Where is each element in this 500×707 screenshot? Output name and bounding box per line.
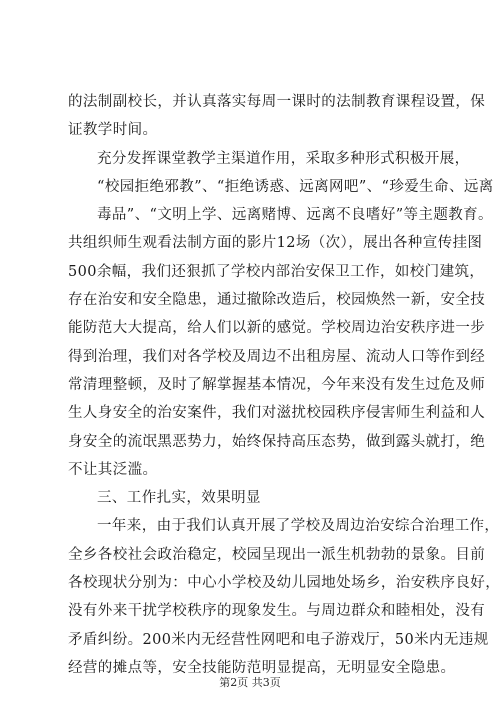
text-line: 矛盾纠纷。200米内无经营性网吧和电子游戏厅，50米内无违规 (68, 631, 489, 648)
paragraph (68, 484, 434, 512)
text-line: “校园拒绝邪教”、“拒绝诱惑、远离网吧”、“珍爱生命、远离 (97, 178, 494, 195)
body-text (68, 88, 500, 682)
text-line: 常清理整顿，及时了解掌握基本情况，今年来没有发生过危及师 (68, 376, 486, 393)
text-line: 毒品”、“文明上学、远离赌博、远离不良嗜好”等主题教育。 (97, 207, 493, 224)
text-line: 经营的摊点等，安全技能防范明显提高，无明显安全隐患。 (68, 659, 456, 676)
text-line: 没有外来干扰学校秩序的现象发生。与周边群众和睦相处，没有 (68, 603, 486, 620)
text-line: 身安全的流氓黑恶势力，始终保持高压态势，做到露头就打，绝 (68, 433, 486, 450)
text-line: 不让其泛滥。 (68, 461, 158, 478)
text-line: 500余幅，我们还狠抓了学校内部治安保卫工作，如校门建筑， (68, 263, 485, 280)
text-line: 各校现状分别为：中心小学校及幼儿园地处场乡，治安秩序良好， (68, 575, 500, 592)
text-line: 证教学时间。 (68, 122, 158, 139)
text-line: 共组织师生观看法制方面的影片12场（次），展出各种宣传挂图 (68, 235, 483, 252)
text-line: 得到治理，我们对各学校及周边不出租房屋、流动人口等作到经 (68, 348, 486, 365)
paragraph (68, 512, 500, 682)
text-line: 生人身安全的治安案件，我们对滋扰校园秩序侵害师生利益和人 (68, 405, 486, 422)
text-line: 存在治安和安全隐患，通过撤除改造后，校园焕然一新，安全技 (68, 292, 486, 309)
text-line: 的法制副校长，并认真落实每周一课时的法制教育课程设置，保 (68, 94, 486, 110)
text-line: 全乡各校社会政治稳定，校园呈现出一派生机勃勃的景象。目前 (68, 546, 486, 563)
text-line: 一年来，由于我们认真开展了学校及周边治安综合治理工作， (97, 518, 500, 535)
paragraph (68, 88, 486, 145)
text-line: 充分发挥课堂教学主渠道作用，采取多种形式积极开展， (97, 150, 470, 167)
paragraph (68, 145, 494, 485)
page-footer: 第2页 共3页 (219, 676, 281, 689)
text-line: 三、工作扎实，效果明显 (97, 490, 261, 507)
text-line: 能防范大大提高，给人们以新的感觉。学校周边治安秩序进一步 (68, 320, 486, 337)
